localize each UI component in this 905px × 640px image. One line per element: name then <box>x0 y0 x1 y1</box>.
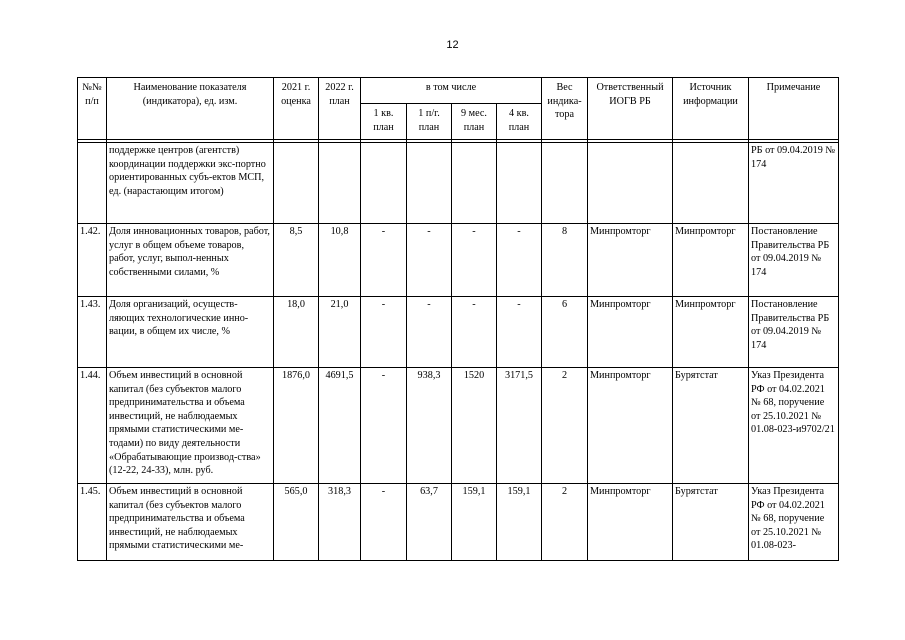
cell-q4: 159,1 <box>497 484 542 561</box>
cell-h1: - <box>407 297 452 368</box>
cell-source <box>673 143 749 224</box>
cell-q1: - <box>361 368 407 484</box>
cell-2022: 4691,5 <box>319 368 361 484</box>
cell-source: Бурятстат <box>673 484 749 561</box>
table-row <box>78 484 839 561</box>
header-h1: 1 п/г. план <box>407 104 452 140</box>
cell-weight: 8 <box>542 224 588 297</box>
table-row <box>78 143 839 224</box>
table-row <box>78 297 839 368</box>
header-q4: 4 кв. план <box>497 104 542 140</box>
cell-source: Минпромторг <box>673 297 749 368</box>
header-num: №№ п/п <box>78 78 107 140</box>
cell-weight: 2 <box>542 484 588 561</box>
cell-2022: 10,8 <box>319 224 361 297</box>
cell-q4: - <box>497 224 542 297</box>
cell-2022: 21,0 <box>319 297 361 368</box>
cell-name: Доля инновационных товаров, работ, услуг в общем объеме товаров, работ, услуг, выпол-ненных собственными силами, % <box>107 224 274 297</box>
header-name: Наименование показателя (индикатора), ед. изм. <box>107 78 274 140</box>
cell-h1: - <box>407 224 452 297</box>
cell-num: 1.44. <box>78 368 107 484</box>
cell-name: Объем инвестиций в основной капитал (без субъектов малого предпринимательства и объема инвестиций, не наблюдаемых прямыми статистическими ме-тодами) по виду деятельности «Обрабатывающие производ-ства» (12-22, 24-33), млн. руб. <box>107 368 274 484</box>
cell-source: Бурятстат <box>673 368 749 484</box>
cell-num: 1.42. <box>78 224 107 297</box>
cell-q4: - <box>497 297 542 368</box>
cell-weight <box>542 143 588 224</box>
cell-q1: - <box>361 224 407 297</box>
cell-note: Указ Президента РФ от 04.02.2021 № 68, поручение от 25.10.2021 № 01.08-023- <box>749 484 839 561</box>
cell-h1: 63,7 <box>407 484 452 561</box>
cell-note: Постановление Правительства РБ от 09.04.2019 № 174 <box>749 224 839 297</box>
cell-name: Объем инвестиций в основной капитал (без субъектов малого предпринимательства и объема инвестиций, не наблюдаемых прямыми статистическими ме- <box>107 484 274 561</box>
header-weight: Вес индика-тора <box>542 78 588 140</box>
cell-9m: - <box>452 224 497 297</box>
header-source: Источник информации <box>673 78 749 140</box>
cell-name: Доля организаций, осуществ-ляющих технологические инно-вации, в общем их числе, % <box>107 297 274 368</box>
cell-h1: 938,3 <box>407 368 452 484</box>
header-responsible: Ответственный ИОГВ РБ <box>588 78 673 140</box>
cell-name: поддержке центров (агентств) координации поддержки экс-портно ориентированных субъ-ектов МСП, ед. (нарастающим итогом) <box>107 143 274 224</box>
cell-2021: 18,0 <box>274 297 319 368</box>
cell-q1: - <box>361 484 407 561</box>
cell-note: Постановление Правительства РБ от 09.04.2019 № 174 <box>749 297 839 368</box>
cell-q4 <box>497 143 542 224</box>
cell-responsible: Минпромторг <box>588 297 673 368</box>
header-including: в том числе <box>361 78 542 104</box>
cell-2021 <box>274 143 319 224</box>
header-2022: 2022 г. план <box>319 78 361 140</box>
cell-h1 <box>407 143 452 224</box>
table-body <box>78 143 839 561</box>
cell-note: РБ от 09.04.2019 № 174 <box>749 143 839 224</box>
header-9m: 9 мес. план <box>452 104 497 140</box>
cell-q4: 3171,5 <box>497 368 542 484</box>
page-number: 12 <box>446 39 459 51</box>
cell-note: Указ Президента РФ от 04.02.2021 № 68, поручение от 25.10.2021 № 01.08-023-и9702/21 <box>749 368 839 484</box>
cell-weight: 6 <box>542 297 588 368</box>
cell-num: 1.43. <box>78 297 107 368</box>
header-2021: 2021 г. оценка <box>274 78 319 140</box>
cell-q1 <box>361 143 407 224</box>
header-note: Примечание <box>749 78 839 140</box>
table-row <box>78 368 839 484</box>
table-row <box>78 224 839 297</box>
cell-responsible: Минпромторг <box>588 224 673 297</box>
table-header <box>78 78 839 143</box>
header-q1: 1 кв. план <box>361 104 407 140</box>
cell-2022: 318,3 <box>319 484 361 561</box>
cell-responsible: Минпромторг <box>588 368 673 484</box>
cell-2021: 8,5 <box>274 224 319 297</box>
cell-source: Минпромторг <box>673 224 749 297</box>
cell-2021: 1876,0 <box>274 368 319 484</box>
indicators-table <box>77 77 839 561</box>
cell-9m: 159,1 <box>452 484 497 561</box>
cell-responsible: Минпромторг <box>588 484 673 561</box>
cell-2022 <box>319 143 361 224</box>
cell-weight: 2 <box>542 368 588 484</box>
cell-q1: - <box>361 297 407 368</box>
cell-2021: 565,0 <box>274 484 319 561</box>
cell-9m: 1520 <box>452 368 497 484</box>
cell-responsible <box>588 143 673 224</box>
cell-9m <box>452 143 497 224</box>
cell-9m: - <box>452 297 497 368</box>
cell-num: 1.45. <box>78 484 107 561</box>
cell-num <box>78 143 107 224</box>
